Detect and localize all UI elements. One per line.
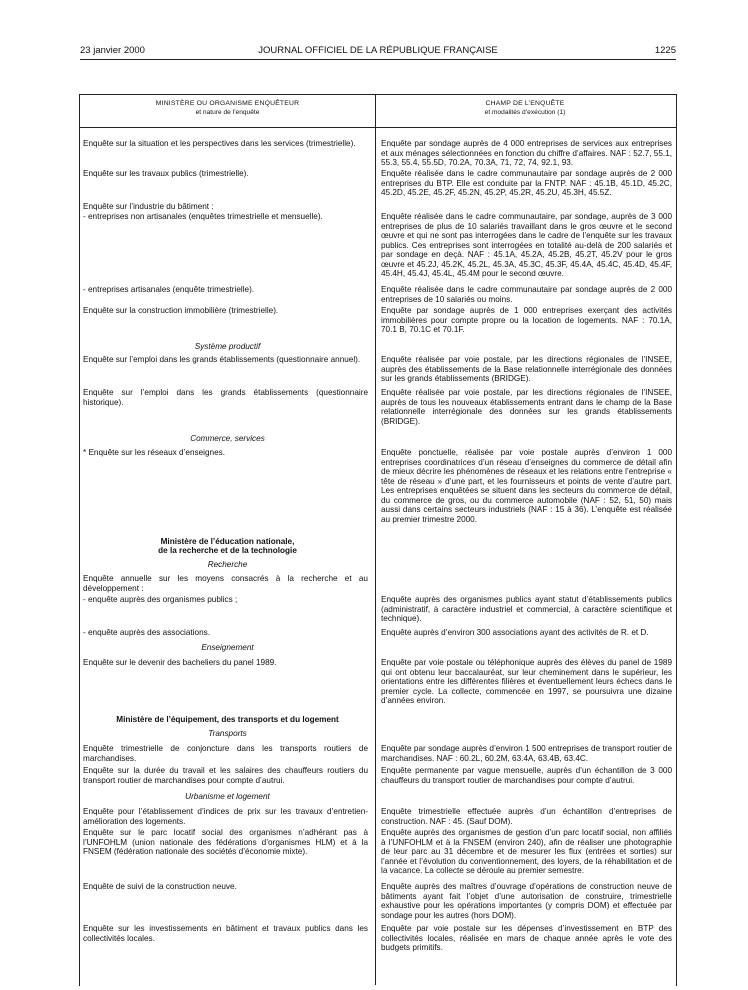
journal-title: JOURNAL OFFICIEL DE LA RÉPUBLIQUE FRANÇAISE [258, 45, 498, 56]
section-heading: Urbanisme et logement [185, 792, 270, 801]
row-survey-scope: Enquête auprès d’environ 300 associations ayant des activités de R. et D. [381, 628, 649, 637]
row-survey-name: Enquête trimestrielle de conjoncture dans les transports routiers de marchandises. [83, 744, 368, 763]
row-survey-scope: Enquête par sondage auprès de 4 000 entreprises de services aux entreprises et aux ménages sélectionnées en fonction du chiffre d’affaires. NAF : 52.7, 55.1, 55.3, 55.4, 55.5D, 70.2A, 70.3A, 71, 72, 74, 92.1, 93. [381, 139, 672, 167]
header-rule [80, 59, 676, 60]
row-survey-name: Enquête sur l’emploi dans les grands établissements (questionnaire historique). [83, 388, 368, 407]
row-survey-name: Enquête sur le parc locatif social des organismes n’adhérant pas à l’UNFOHLM (union nationale des fédérations d’organismes HLM) et à la FNSEM (fédération nationale des sociétés d’économie mixte). [83, 828, 368, 856]
row-survey-scope: Enquête trimestrielle effectuée auprès d’un échantillon d’entreprises de construction. NAF : 45. (Sauf DOM). [381, 807, 672, 826]
row-survey-scope: Enquête réalisée dans le cadre communautaire, par sondage, auprès de 3 000 entreprises de plus de 10 salariés travaillant dans le gros œuvre et le second œuvre et qui ne sont pas interrogées dans le cadre de l’enquête sur les travaux publics. Ces entreprises sont interrogées en totalité au-delà de 200 salariés et par sondage en deçà. NAF : 45.1A, 45.2A, 45.2B, 45.2T, 45.2V pour le gros œuvre et 45.2J, 45.2K, 45.2L, 45.3A, 45.3C, 45.3F, 45.4A, 45.4C, 45.4D, 45.4F, 45.4H, 45.4J, 45.4L, 45.4M pour le second œuvre. [381, 212, 672, 278]
row-survey-name: Enquête sur l’industrie du bâtiment : [83, 202, 214, 211]
row-survey-name: - enquête auprès des organismes publics ; [83, 595, 238, 604]
table-header-right [376, 95, 674, 128]
row-survey-scope: Enquête réalisée dans le cadre communautaire par sondage auprès de 2 000 entreprises du BTP. Elle est conduite par la FNTP. NAF : 45.1B, 45.1D, 45.2C, 45.2D, 45.2E, 45.2F, 45.2N, 45.2P, 45.2R, 45.2U, 45.3H, 45.5Z. [381, 169, 672, 197]
table-header-left-title: MINISTÈRE OU ORGANISME ENQUÊTEUR [155, 100, 300, 107]
section-heading: Commerce, services [190, 434, 265, 443]
row-survey-name: - enquête auprès des associations. [83, 628, 210, 637]
row-survey-name: Enquête sur les travaux publics (trimestrielle). [83, 169, 249, 178]
table-header-right-subtitle: et modalités d’exécution (1) [484, 108, 566, 116]
row-survey-name: Enquête sur la construction immobilière (trimestrielle). [83, 306, 279, 315]
row-survey-scope: Enquête par sondage auprès d’environ 1 500 entreprises de transport routier de marchandises. NAF : 60.2L, 60.2M, 63.4A, 63.4B, 63.4C. [381, 744, 672, 763]
table-header-right-title: CHAMP DE L’ENQUÊTE [485, 100, 565, 107]
section-heading: Recherche [207, 560, 248, 569]
row-survey-name: Enquête sur le devenir des bacheliers du panel 1989. [83, 658, 277, 667]
row-survey-scope: Enquête par sondage auprès de 1 000 entreprises exerçant des activités immobilières pour compte propre ou la location de logements. NAF : 70.1A, 70.1 B, 70.1C et 70.1F. [381, 306, 672, 334]
row-survey-name: Enquête sur l’emploi dans les grands établissements (questionnaire annuel). [83, 355, 361, 364]
row-survey-scope: Enquête auprès des organismes publics ayant statut d’établissements publics (administratif, à caractère industriel et commercial, à caractère scientifique et technique). [381, 595, 672, 623]
column-divider [375, 94, 376, 985]
ministry-heading: de la recherche et de la technologie [158, 546, 297, 555]
row-survey-name: Enquête pour l’établissement d’indices de prix sur les travaux d’entretien-amélioration des logements. [83, 807, 368, 826]
row-survey-name: Enquête sur les investissements en bâtiment et travaux publics dans les collectivités locales. [83, 924, 368, 943]
row-survey-name: Enquête sur la durée du travail et les salaires des chauffeurs routiers du transport routier de marchandises pour compte d’autrui. [83, 766, 368, 785]
section-heading: Enseignement [201, 643, 254, 652]
row-survey-name: Enquête annuelle sur les moyens consacrés à la recherche et au développement : [83, 574, 368, 593]
row-survey-scope: Enquête ponctuelle, réalisée par voie postale auprès d’environ 1 000 entreprises coordinatrices d’un réseau d’enseignes du commerce de détail afin de mieux décrire les phénomènes de réseaux et les relations entre l’entreprise « tête de réseau » d’une part, et les fournisseurs et points de vente d’autre part. Les entreprises enquêtées se situent dans les secteurs du commerce de détail, du commerce de gros, ou du commerce automobile (NAF : 52, 51, 50) mais aussi dans certains secteurs industriels (NAF : 15 à 36). L’enquête est réalisée au premier trimestre 2000. [381, 448, 672, 524]
row-survey-scope: Enquête réalisée dans le cadre communautaire par sondage auprès de 2 000 entreprises de 10 salariés ou moins. [381, 285, 672, 304]
table-header-left [80, 95, 375, 128]
row-survey-scope: Enquête auprès des organismes de gestion d’un parc locatif social, non affiliés à l’UNFOHLM et à la FNSEM (environ 240), afin de réaliser une photographie de leur parc au 31 décembre et de mesurer les flux (entrées et sorties) sur l’année et l’évolution du conventionnement, des loyers, de la réhabilitation et de la vacance. La collecte se déroule au premier semestre. [381, 828, 672, 875]
row-survey-name: Enquête de suivi de la construction neuve. [83, 882, 237, 891]
row-survey-name: - entreprises non artisanales (enquêtes trimestrielle et mensuelle). [83, 212, 323, 221]
row-survey-scope: Enquête par voie postale ou téléphonique auprès des élèves du panel de 1989 qui ont obtenu leur baccalauréat, sur leur cheminement dans le supérieur, les orientations entre les différentes filières et éventuellement leurs échecs dans le premier cycle. La collecte, commencée en 1997, se poursuivra une dizaine d’années environ. [381, 658, 672, 705]
ministry-heading: Ministère de l’équipement, des transports et du logement [116, 715, 339, 724]
section-heading: Transports [208, 729, 247, 738]
page-number: 1225 [654, 45, 676, 56]
section-heading: Système productif [194, 342, 261, 351]
row-survey-scope: Enquête auprès des maîtres d’ouvrage d’opérations de construction neuve de bâtiments ayant fait l’objet d’une autorisation de construire, trimestrielle exhaustive pour les opérations importantes (y compris DOM) et effectuée par sondage pour les autres (hors DOM). [381, 882, 672, 920]
row-survey-scope: Enquête permanente par vague mensuelle, auprès d’un échantillon de 3 000 chauffeurs du transport routier de marchandises pour compte d’autrui. [381, 766, 672, 785]
row-survey-name: - entreprises artisanales (enquête trimestrielle). [83, 285, 255, 294]
header-date: 23 janvier 2000 [80, 45, 145, 56]
ministry-heading: Ministère de l’éducation nationale, [160, 537, 295, 546]
row-survey-scope: Enquête par voie postale sur les dépenses d’investissement en BTP des collectivités locales, réalisée en mars de chaque année après le vote des budgets primitifs. [381, 924, 672, 952]
page-header [80, 44, 676, 58]
row-survey-scope: Enquête réalisée par voie postale, par les directions régionales de l’INSEE, auprès de tous les nouveaux établissements entrant dans le champ de la Base relationnelle interrégionale des données sur les grands établissements (BRIDGE). [381, 388, 672, 426]
table-header-rule [79, 127, 676, 128]
table-header-left-subtitle: et nature de l’enquête [195, 108, 260, 116]
row-survey-scope: Enquête réalisée par voie postale, par les directions régionales de l’INSEE, auprès des établissements de la Base relationnelle interrégionale des données sur les grands établissements (BRIDGE). [381, 355, 672, 383]
row-survey-name: Enquête sur la situation et les perspectives dans les services (trimestrielle). [83, 139, 356, 148]
row-survey-name: * Enquête sur les réseaux d’enseignes. [83, 448, 226, 457]
